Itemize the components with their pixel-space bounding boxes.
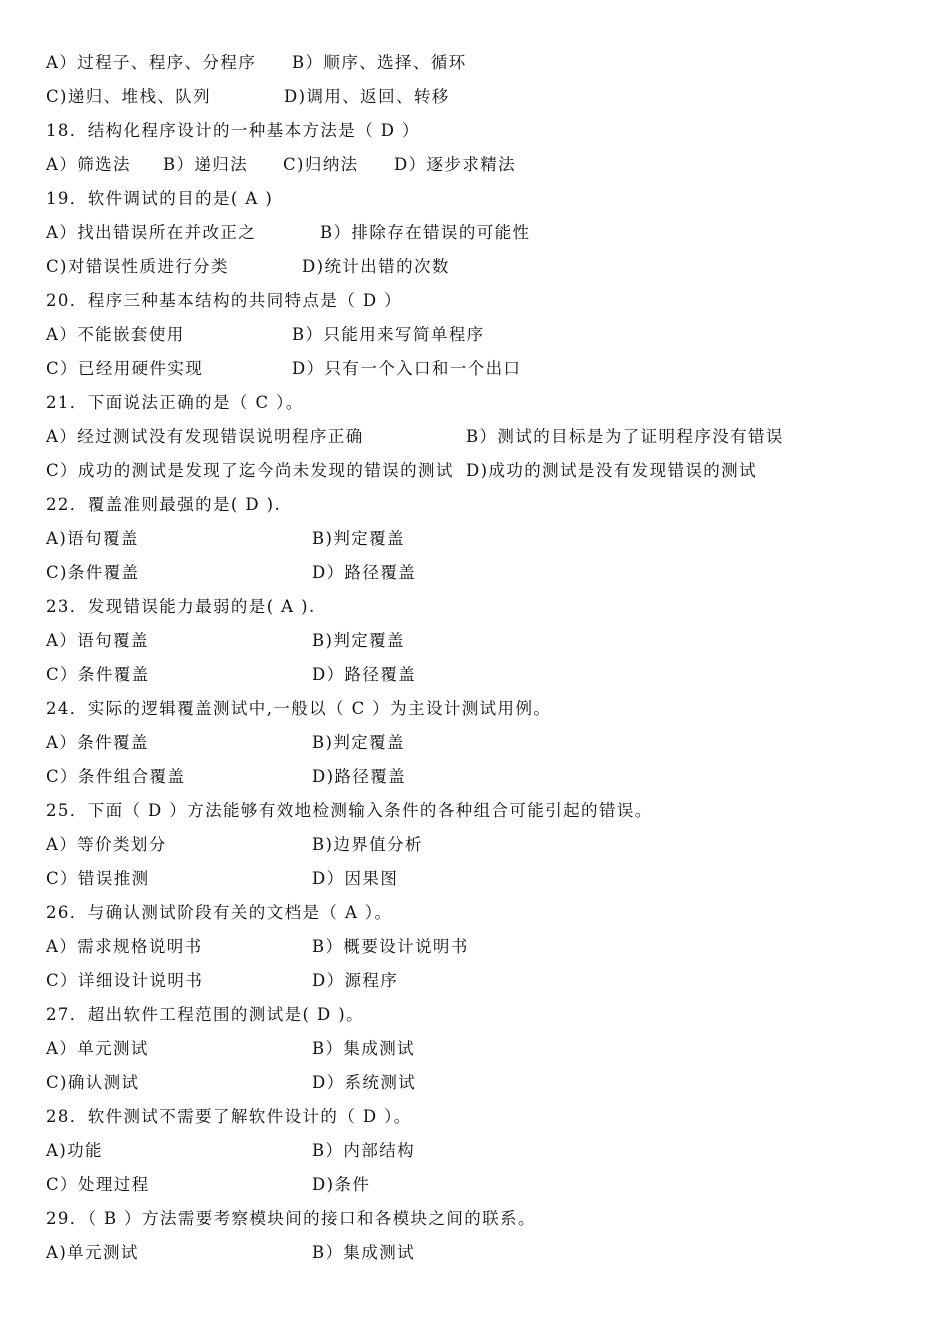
question-27 — [46, 998, 926, 1032]
text-segment: C）错误推测 — [46, 869, 150, 888]
text-segment: B）递归法 — [163, 155, 249, 174]
text-segment: C)对错误性质进行分类 — [46, 257, 229, 276]
text-segment: C）已经用硬件实现 — [46, 359, 204, 378]
text-segment: B）集成测试 — [312, 1039, 416, 1058]
text-segment: A）筛选法 — [46, 155, 131, 174]
text-segment: C)条件覆盖 — [46, 563, 140, 582]
q21-options-cd — [46, 454, 926, 488]
question-18 — [46, 114, 926, 148]
text-segment: 23．发现错误能力最弱的是( A ). — [46, 597, 316, 616]
question-23 — [46, 590, 926, 624]
text-segment: B)判定覆盖 — [312, 631, 405, 650]
question-22 — [46, 488, 926, 522]
text-segment: 26．与确认测试阶段有关的文档是（ A ）。 — [46, 903, 393, 922]
q19-options-cd — [46, 250, 926, 284]
q20-options-ab — [46, 318, 926, 352]
q25-options-ab — [46, 828, 926, 862]
text-segment: A)语句覆盖 — [46, 529, 139, 548]
text-segment: B)边界值分析 — [312, 835, 423, 854]
text-segment: A)单元测试 — [46, 1243, 139, 1262]
q18-options — [46, 148, 926, 182]
q29-options-ab — [46, 1236, 926, 1270]
question-26 — [46, 896, 926, 930]
question-19 — [46, 182, 926, 216]
text-segment: B）排除存在错误的可能性 — [320, 223, 531, 242]
text-segment: D）因果图 — [312, 869, 399, 888]
text-segment: D）只有一个入口和一个出口 — [292, 359, 522, 378]
document-page — [46, 46, 926, 1270]
text-segment: C）条件覆盖 — [46, 665, 150, 684]
text-segment: A）过程子、程序、分程序 — [46, 53, 257, 72]
text-segment: C）成功的测试是发现了迄今尚未发现的错误的测试 — [46, 461, 454, 480]
q26-options-ab — [46, 930, 926, 964]
text-segment: B）只能用来写简单程序 — [292, 325, 485, 344]
text-segment: D）路径覆盖 — [312, 665, 417, 684]
text-segment: D）逐步求精法 — [394, 155, 517, 174]
text-segment: A）不能嵌套使用 — [46, 325, 185, 344]
text-segment: B）顺序、选择、循环 — [292, 53, 467, 72]
text-segment: 22．覆盖准则最强的是( D ). — [46, 495, 282, 514]
text-segment: A）等价类划分 — [46, 835, 167, 854]
text-segment: 20．程序三种基本结构的共同特点是（ D ） — [46, 291, 403, 310]
q27-options-ab — [46, 1032, 926, 1066]
option-line-2 — [46, 80, 926, 114]
text-segment: B)判定覆盖 — [312, 529, 405, 548]
q27-options-cd — [46, 1066, 926, 1100]
text-segment: 27．超出软件工程范围的测试是( D )。 — [46, 1005, 364, 1024]
q23-options-ab — [46, 624, 926, 658]
question-28 — [46, 1100, 926, 1134]
q23-options-cd — [46, 658, 926, 692]
text-segment: 24．实际的逻辑覆盖测试中,一般以（ C ）为主设计测试用例。 — [46, 699, 552, 718]
text-segment: D)路径覆盖 — [312, 767, 407, 786]
text-segment: B）集成测试 — [312, 1243, 416, 1262]
q20-options-cd — [46, 352, 926, 386]
q21-options-ab — [46, 420, 926, 454]
text-segment: D）路径覆盖 — [312, 563, 417, 582]
question-21 — [46, 386, 926, 420]
text-segment: A）经过测试没有发现错误说明程序正确 — [46, 427, 364, 446]
question-20 — [46, 284, 926, 318]
text-segment: D）系统测试 — [312, 1073, 417, 1092]
q28-options-ab — [46, 1134, 926, 1168]
q28-options-cd — [46, 1168, 926, 1202]
text-segment: B）测试的目标是为了证明程序没有错误 — [466, 427, 784, 446]
text-segment: B）概要设计说明书 — [312, 937, 469, 956]
text-segment: D)成功的测试是没有发现错误的测试 — [466, 461, 757, 480]
q19-options-ab — [46, 216, 926, 250]
text-segment: A)功能 — [46, 1141, 103, 1160]
text-segment: C）处理过程 — [46, 1175, 150, 1194]
text-segment: D)统计出错的次数 — [302, 257, 450, 276]
q24-options-cd — [46, 760, 926, 794]
text-segment: A）语句覆盖 — [46, 631, 149, 650]
text-segment: A）需求规格说明书 — [46, 937, 203, 956]
text-segment: C)归纳法 — [283, 155, 359, 174]
q22-options-cd — [46, 556, 926, 590]
text-segment: B）内部结构 — [312, 1141, 416, 1160]
q22-options-ab — [46, 522, 926, 556]
text-segment: 18．结构化程序设计的一种基本方法是（ D ） — [46, 121, 420, 140]
text-segment: 21．下面说法正确的是（ C ）。 — [46, 393, 304, 412]
text-segment: 29．（ B ）方法需要考察模块间的接口和各模块之间的联系。 — [46, 1209, 536, 1228]
q26-options-cd — [46, 964, 926, 998]
q25-options-cd — [46, 862, 926, 896]
text-segment: 19．软件调试的目的是( A ) — [46, 189, 274, 208]
text-segment: 28．软件测试不需要了解软件设计的（ D ）。 — [46, 1107, 412, 1126]
text-segment: D)条件 — [312, 1175, 371, 1194]
text-segment: A）条件覆盖 — [46, 733, 149, 752]
text-segment: C）详细设计说明书 — [46, 971, 204, 990]
text-segment: C）条件组合覆盖 — [46, 767, 186, 786]
question-24 — [46, 692, 926, 726]
question-29 — [46, 1202, 926, 1236]
text-segment: 25．下面（ D ）方法能够有效地检测输入条件的各种组合可能引起的错误。 — [46, 801, 653, 820]
q24-options-ab — [46, 726, 926, 760]
text-segment: B)判定覆盖 — [312, 733, 405, 752]
text-segment: D)调用、返回、转移 — [284, 87, 450, 106]
text-segment: C)确认测试 — [46, 1073, 140, 1092]
option-line-1 — [46, 46, 926, 80]
text-segment: D）源程序 — [312, 971, 399, 990]
question-25 — [46, 794, 926, 828]
text-segment: A）找出错误所在并改正之 — [46, 223, 257, 242]
text-segment: A）单元测试 — [46, 1039, 149, 1058]
text-segment: C)递归、堆栈、队列 — [46, 87, 212, 106]
